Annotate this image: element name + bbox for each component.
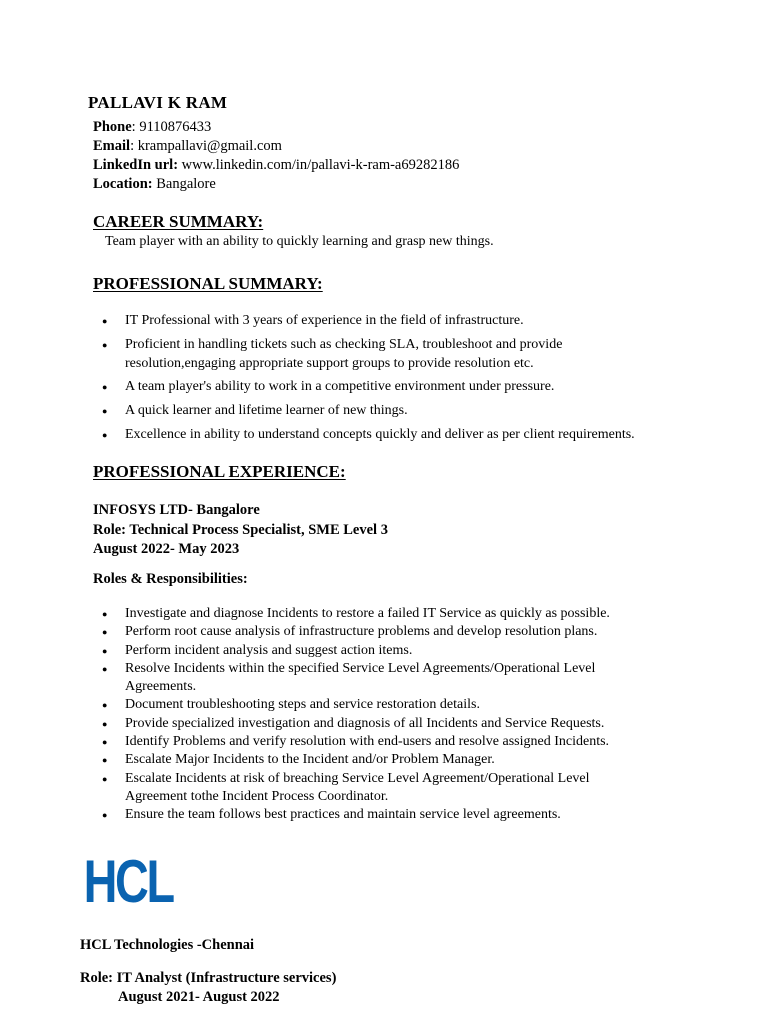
infosys-role: Role: Technical Process Specialist, SME Level 3 bbox=[93, 522, 388, 538]
location-value: Bangalore bbox=[152, 176, 216, 192]
hcl-logo bbox=[80, 845, 176, 919]
location-line bbox=[93, 176, 216, 193]
linkedin-value: www.linkedin.com/in/pallavi-k-ram-a69282186 bbox=[178, 157, 460, 173]
location-label: Location: bbox=[93, 176, 153, 192]
hcl-logo-text: HCL bbox=[83, 848, 173, 915]
phone-value: : 9110876433 bbox=[131, 119, 212, 135]
email-value: : krampallavi@gmail.com bbox=[130, 138, 282, 154]
linkedin-label: LinkedIn url: bbox=[93, 157, 179, 173]
list-item: ● IT Professional with 3 years of experience in the field of infrastructure. bbox=[100, 312, 720, 330]
list-item: ● Excellence in ability to understand concepts quickly and deliver as per client requirements. bbox=[100, 426, 720, 444]
list-item: ● Proficient in handling tickets such as checking SLA, troubleshoot and provide resolution,engaging appropriate support groups to provide resolution etc. bbox=[100, 336, 720, 373]
infosys-dates: August 2022- May 2023 bbox=[93, 541, 240, 557]
infosys-responsibilities-list bbox=[100, 605, 720, 825]
phone-label: Phone bbox=[93, 119, 132, 135]
list-item: ● Document troubleshooting steps and service restoration details. bbox=[100, 696, 720, 714]
linkedin-line bbox=[93, 157, 459, 174]
hcl-role: Role: IT Analyst (Infrastructure services) bbox=[80, 970, 337, 986]
list-item: ● A quick learner and lifetime learner of new things. bbox=[100, 402, 720, 420]
email-label: Email bbox=[93, 138, 131, 154]
hcl-dates: August 2021- August 2022 bbox=[118, 989, 280, 1005]
career-summary-heading: CAREER SUMMARY: bbox=[93, 212, 264, 231]
list-item: ● Identify Problems and verify resolution with end-users and resolve assigned Incidents. bbox=[100, 733, 720, 751]
phone-line bbox=[93, 119, 211, 136]
roles-heading: Roles & Responsibilities: bbox=[93, 571, 248, 587]
career-summary-text: Team player with an ability to quickly learning and grasp new things. bbox=[105, 234, 494, 249]
infosys-company: INFOSYS LTD- Bangalore bbox=[93, 502, 260, 518]
list-item: ● Resolve Incidents within the specified Service Level Agreements/Operational Level Agreements. bbox=[100, 660, 720, 697]
list-item: ● Escalate Major Incidents to the Incident and/or Problem Manager. bbox=[100, 751, 720, 769]
list-item: ● Perform root cause analysis of infrastructure problems and develop resolution plans. bbox=[100, 623, 720, 641]
email-line bbox=[93, 138, 282, 155]
list-item: ● Investigate and diagnose Incidents to restore a failed IT Service as quickly as possible. bbox=[100, 605, 720, 623]
list-item: ● Perform incident analysis and suggest action items. bbox=[100, 642, 720, 660]
list-item: ● Escalate Incidents at risk of breaching Service Level Agreement/Operational Level Agreement tothe Incident Process Coordinator. bbox=[100, 770, 720, 807]
list-item: ● A team player's ability to work in a competitive environment under pressure. bbox=[100, 378, 720, 396]
list-item: ● Ensure the team follows best practices and maintain service level agreements. bbox=[100, 806, 720, 824]
professional-summary-list bbox=[100, 312, 720, 451]
professional-experience-heading: PROFESSIONAL EXPERIENCE: bbox=[93, 462, 346, 481]
hcl-company: HCL Technologies -Chennai bbox=[80, 937, 255, 953]
candidate-name: PALLAVI K RAM bbox=[88, 93, 228, 112]
list-item: ● Provide specialized investigation and diagnosis of all Incidents and Service Requests. bbox=[100, 715, 720, 733]
professional-summary-heading: PROFESSIONAL SUMMARY: bbox=[93, 274, 323, 293]
